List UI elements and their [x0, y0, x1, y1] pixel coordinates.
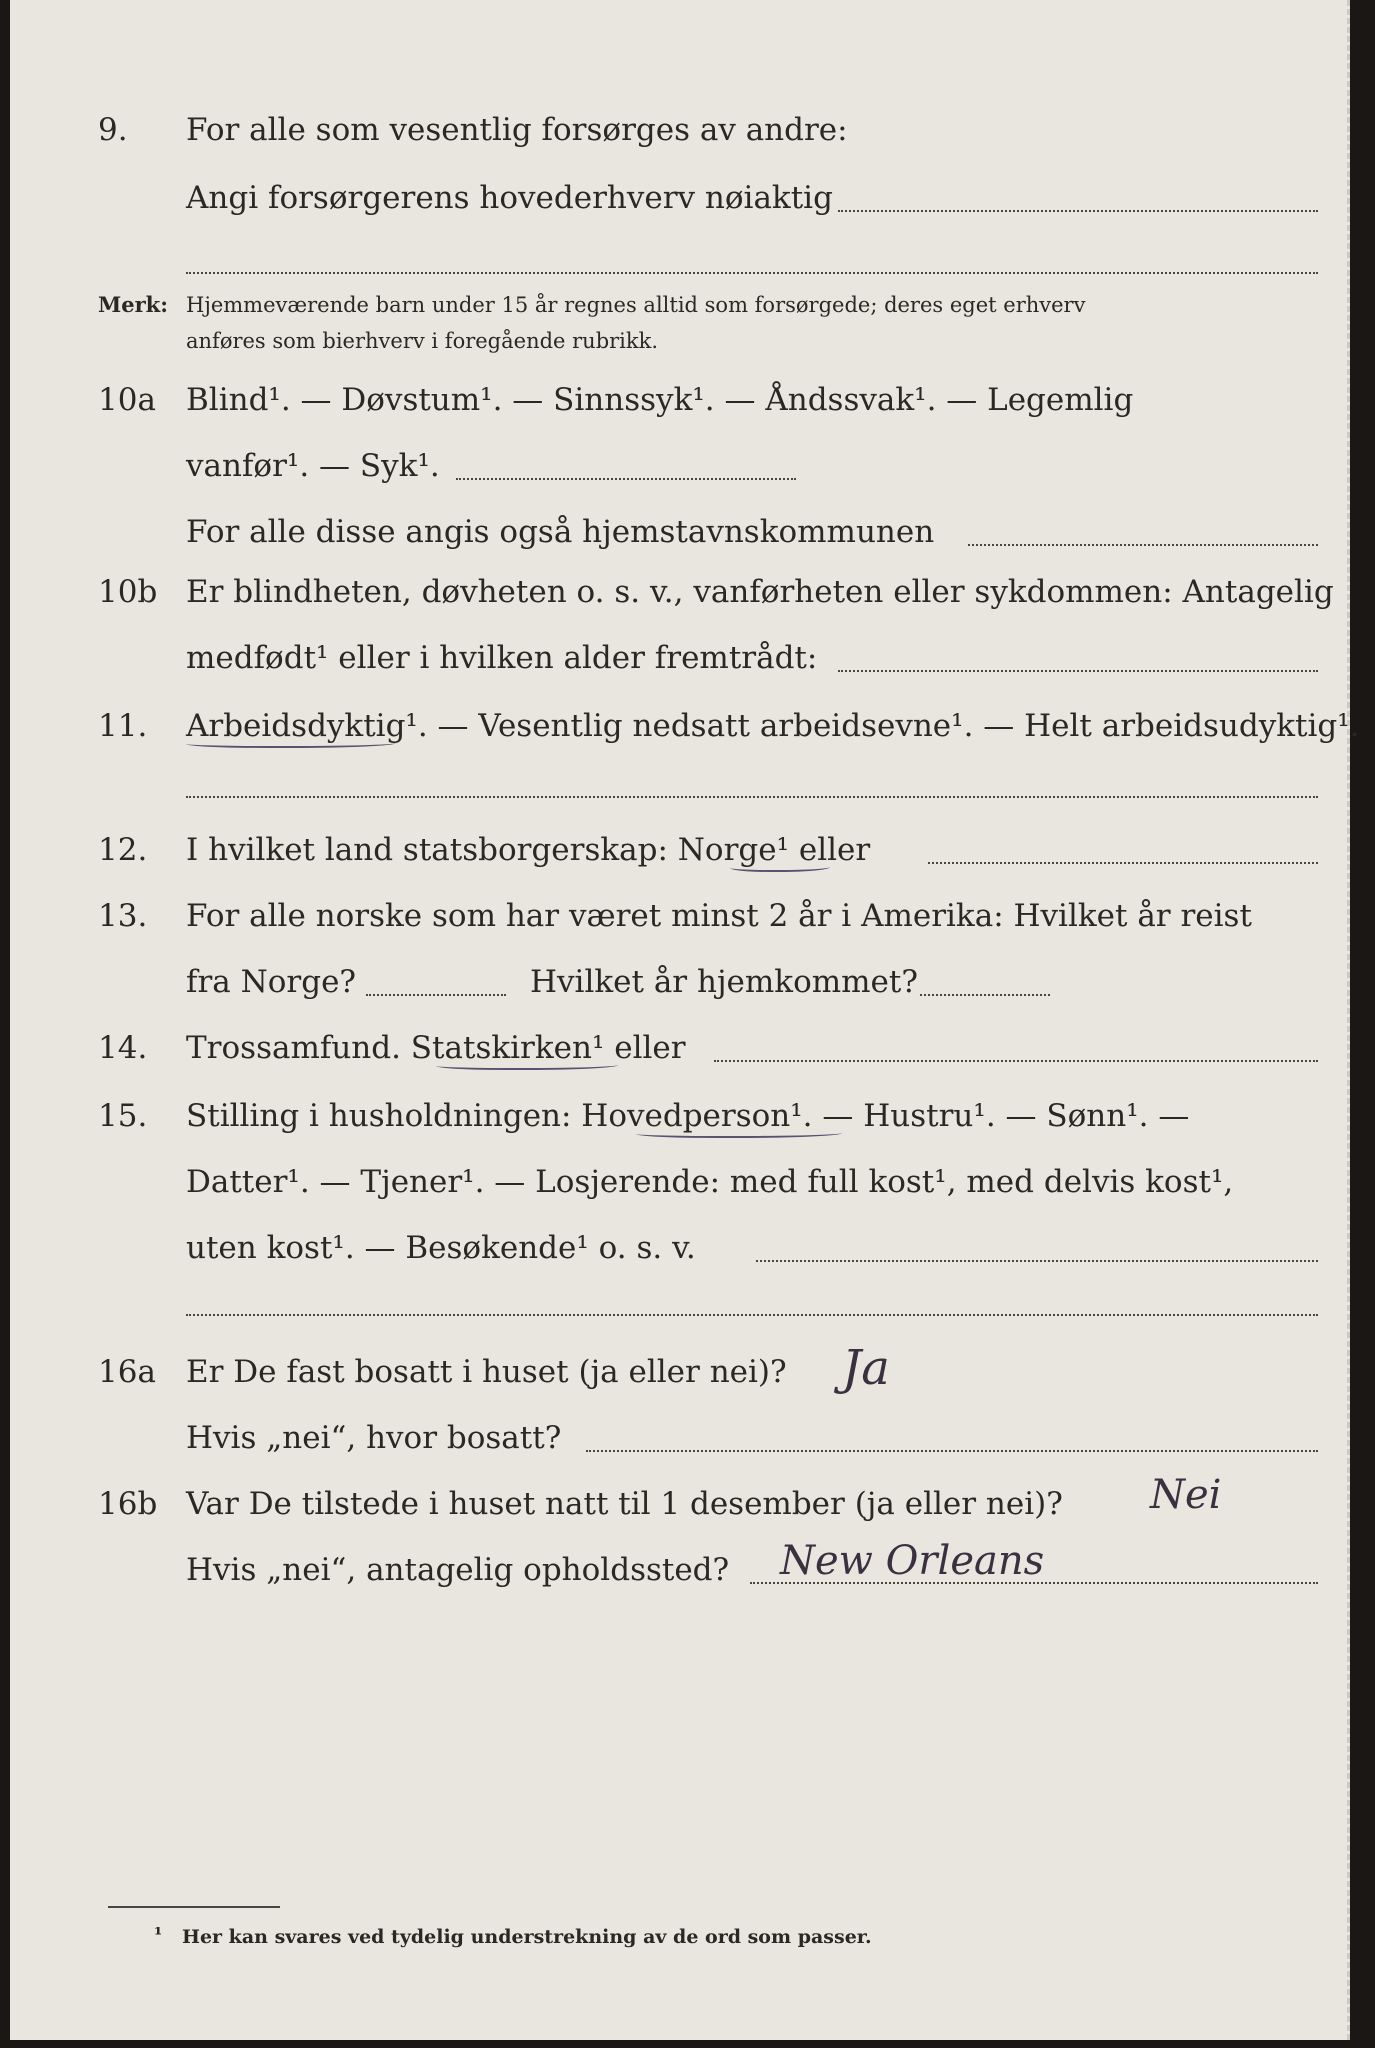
underline-norge [730, 862, 830, 872]
question-10a-line2: vanfør¹. — Syk¹. [186, 448, 440, 484]
question-13-line2b: Hvilket år hjemkommet? [530, 964, 918, 1000]
question-16a-answer-line [586, 1450, 1318, 1452]
question-13-line1: For alle norske som har været minst 2 år i Amerika: Hvilket år reist [186, 898, 1252, 934]
underline-statskirken [436, 1060, 618, 1070]
question-13-reist-line [366, 994, 506, 996]
question-16b-number: 16b [98, 1486, 158, 1522]
question-15-number: 15. [98, 1098, 148, 1134]
question-15-extra-line [186, 1314, 1318, 1316]
question-10a-number: 10a [98, 382, 156, 418]
question-10a-answer-line [968, 544, 1318, 546]
question-15-line2: Datter¹. — Tjener¹. — Losjerende: med full kost¹, med delvis kost¹, [186, 1164, 1234, 1200]
question-10a-line3: For alle disse angis også hjemstavnskommunen [186, 514, 935, 550]
question-10b-line2: medfødt¹ eller i hvilken alder fremtrådt: [186, 640, 818, 676]
question-15-line3: uten kost¹. — Besøkende¹ o. s. v. [186, 1230, 696, 1266]
handwritten-answer-new-orleans: New Orleans [780, 1538, 1045, 1584]
question-16a-line1: Er De fast bosatt i huset (ja eller nei)? [186, 1354, 787, 1390]
question-9-number: 9. [98, 112, 128, 148]
footnote-separator [108, 1906, 280, 1908]
handwritten-answer-ja: Ja [842, 1340, 890, 1396]
question-10a-line1: Blind¹. — Døvstum¹. — Sinnssyk¹. — Åndssvak¹. — Legemlig [186, 382, 1134, 418]
question-13-number: 13. [98, 898, 148, 934]
question-10b-answer-line [838, 670, 1318, 672]
question-14-line1: Trossamfund. Statskirken¹ eller [186, 1030, 686, 1066]
question-16a-line2: Hvis „nei“, hvor bosatt? [186, 1420, 562, 1456]
question-14-answer-line [714, 1060, 1318, 1062]
question-11-number: 11. [98, 708, 148, 744]
question-9-line2: Angi forsørgerens hovederhverv nøiaktig [186, 180, 833, 216]
question-10b-line1: Er blindheten, døvheten o. s. v., vanførheten eller sykdommen: Antagelig [186, 574, 1334, 610]
census-form-page [10, 0, 1360, 2040]
question-9-extra-line [186, 272, 1318, 274]
question-12-answer-line [928, 862, 1318, 864]
question-12-number: 12. [98, 832, 148, 868]
question-16a-number: 16a [98, 1354, 156, 1390]
question-9-line1: For alle som vesentlig forsørges av andre: [186, 112, 848, 148]
question-11-line1: Arbeidsdyktig¹. — Vesentlig nedsatt arbeidsevne¹. — Helt arbeidsudyktig¹. [186, 708, 1360, 744]
question-16b-line1: Var De tilstede i huset natt til 1 desember (ja eller nei)? [186, 1486, 1063, 1522]
question-15-answer-line [756, 1260, 1318, 1262]
question-11-extra-line [186, 796, 1318, 798]
underline-arbeidsdyktig [186, 738, 396, 748]
question-15-line1: Stilling i husholdningen: Hovedperson¹. — Hustru¹. — Sønn¹. — [186, 1098, 1190, 1134]
question-16b-answer-line [750, 1582, 1318, 1584]
merk-line1: Hjemmeværende barn under 15 år regnes alltid som forsørgede; deres eget erhverv [186, 293, 1086, 317]
question-9-answer-line [838, 210, 1318, 212]
merk-label: Merk: [98, 292, 168, 317]
question-14-number: 14. [98, 1030, 148, 1066]
question-13-hjemkommet-line [920, 994, 1050, 996]
footnote-mark: ¹ [154, 1924, 163, 1946]
handwritten-answer-nei: Nei [1150, 1472, 1222, 1518]
question-10a-syk-line [456, 478, 796, 480]
footnote-text: Her kan svares ved tydelig understrekning av de ord som passer. [182, 1926, 872, 1948]
merk-line2: anføres som bierhverv i foregående rubrikk. [186, 329, 659, 353]
question-10b-number: 10b [98, 574, 158, 610]
question-16b-line2: Hvis „nei“, antagelig opholdssted? [186, 1552, 730, 1588]
underline-hovedperson [636, 1128, 842, 1138]
question-13-line2a: fra Norge? [186, 964, 357, 1000]
question-12-line1: I hvilket land statsborgerskap: Norge¹ eller [186, 832, 871, 868]
